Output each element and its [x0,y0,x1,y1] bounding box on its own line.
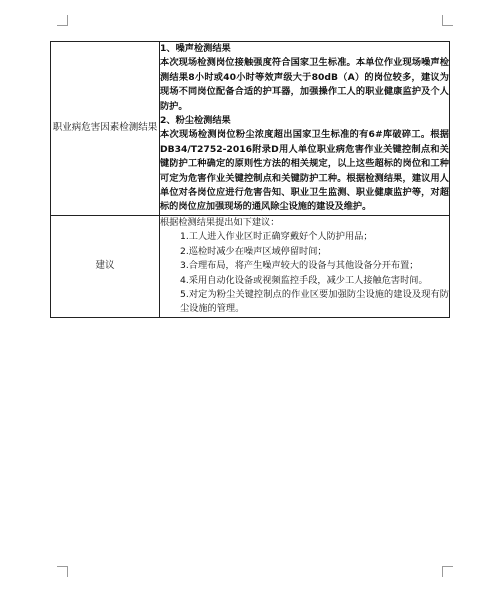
crop-mark-top-left [57,15,68,26]
results-label-cell [51,42,160,216]
advice-label-cell [51,215,160,317]
results-label: 职业病危害因素检测结果 [52,122,158,134]
crop-mark-bottom-right [442,566,453,577]
results-content-cell [160,42,450,216]
table-row [51,42,450,216]
crop-mark-top-right [442,15,453,26]
advice-item: 3.合理布局，将产生噪声较大的设备与其他设备分开布置； [180,260,419,272]
table-row [51,215,450,317]
advice-item: 1.工人进入作业区时正确穿戴好个人防护用品； [180,231,373,243]
advice-item: 2.巡检时减少在噪声区域停留时间； [180,245,327,257]
advice-item: 4.采用自动化设备或视频监控手段，减少工人接触危害时间。 [180,274,428,286]
advice-content-cell [160,215,450,317]
advice-intro: 根据检测结果提出如下建议： [160,216,280,228]
noise-result-text: 本次现场检测岗位接触强度符合国家卫生标准。本单位作业现场噪声检测结果8小时或40小时等效声级大于80dB（A）的岗位较多，建议为现场不同岗位配备合适的护耳器，加强操作工人的职业健康监护及个人防护。 [160,57,449,112]
advice-item: 5.对定为粉尘关键控制点的作业区要加强防尘设施的建设及现有防尘设施的管理。 [180,288,449,315]
crop-mark-bottom-left [57,566,68,577]
noise-heading: 1、噪声检测结果 [160,43,231,54]
dust-heading: 2、粉尘检测结果 [160,115,231,127]
advice-label: 建议 [95,260,115,272]
dust-result-text: 本次现场检测岗位粉尘浓度超出国家卫生标准的有6#库破碎工。根据DB34/T2752-2016附录D用人单位职业病危害作业关键控制点和关键防护工种确定的原则性方法的相关规定，以上这些超标的岗位和工种可定为危害作业关键控制点和关键防护工种。根据检测结果，建议用人单位对各岗位应进行危害告知、职业卫生监测、职业健康监护等，对超标的岗位应加强现场的通风除尘设施的建设及维护。 [160,129,449,213]
report-table [50,41,450,318]
